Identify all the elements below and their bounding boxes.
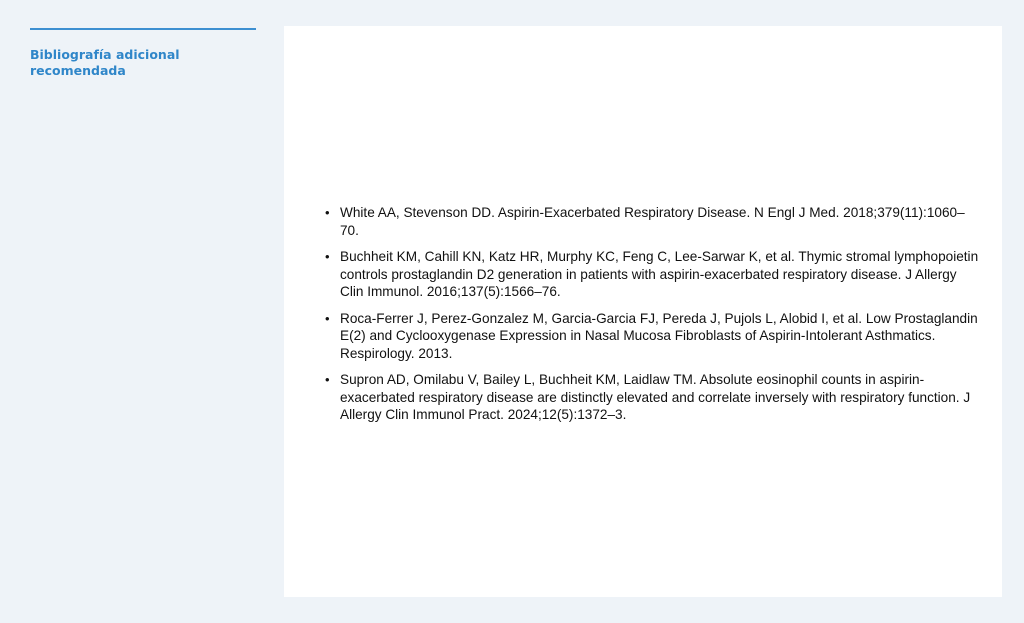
bullet-icon: • [325,205,330,220]
reference-text: Supron AD, Omilabu V, Bailey L, Buchheit KM, Laidlaw TM. Absolute eosinophil counts in aspirin-exacerbated respiratory disease are distinctly elevated and correlate inversely with respiratory function. J Allergy Clin Immunol Pract. 2024;12(5):1372–3. [340,372,971,422]
reference-text: Buchheit KM, Cahill KN, Katz HR, Murphy KC, Feng C, Lee-Sarwar K, et al. Thymic stromal lymphopoietin controls prostaglandin D2 generation in patients with aspirin-exacerbated respiratory disease. J Allergy Clin Immunol. 2016;137(5):1566–76. [340,249,979,299]
reference-item [325,310,980,363]
reference-text: White AA, Stevenson DD. Aspirin-Exacerbated Respiratory Disease. N Engl J Med. 2018;379(11):1060–70. [340,205,965,238]
reference-item [325,371,980,424]
sidebar-divider [30,28,256,30]
reference-item [325,204,980,239]
content-card [284,26,1002,597]
reference-text: Roca-Ferrer J, Perez-Gonzalez M, Garcia-Garcia FJ, Pereda J, Pujols L, Alobid I, et al. Low Prostaglandin E(2) and Cyclooxygenase Expression in Nasal Mucosa Fibroblasts of Aspirin-Intolerant Asthmatics. Respirology. 2013. [340,310,978,361]
reference-item [325,248,980,301]
reference-list [325,204,980,433]
section-title: Bibliografía adicional recomendada [30,47,180,78]
bullet-icon: • [325,372,330,387]
sidebar [30,28,256,79]
bullet-icon: • [325,310,330,326]
bullet-icon: • [325,249,330,264]
